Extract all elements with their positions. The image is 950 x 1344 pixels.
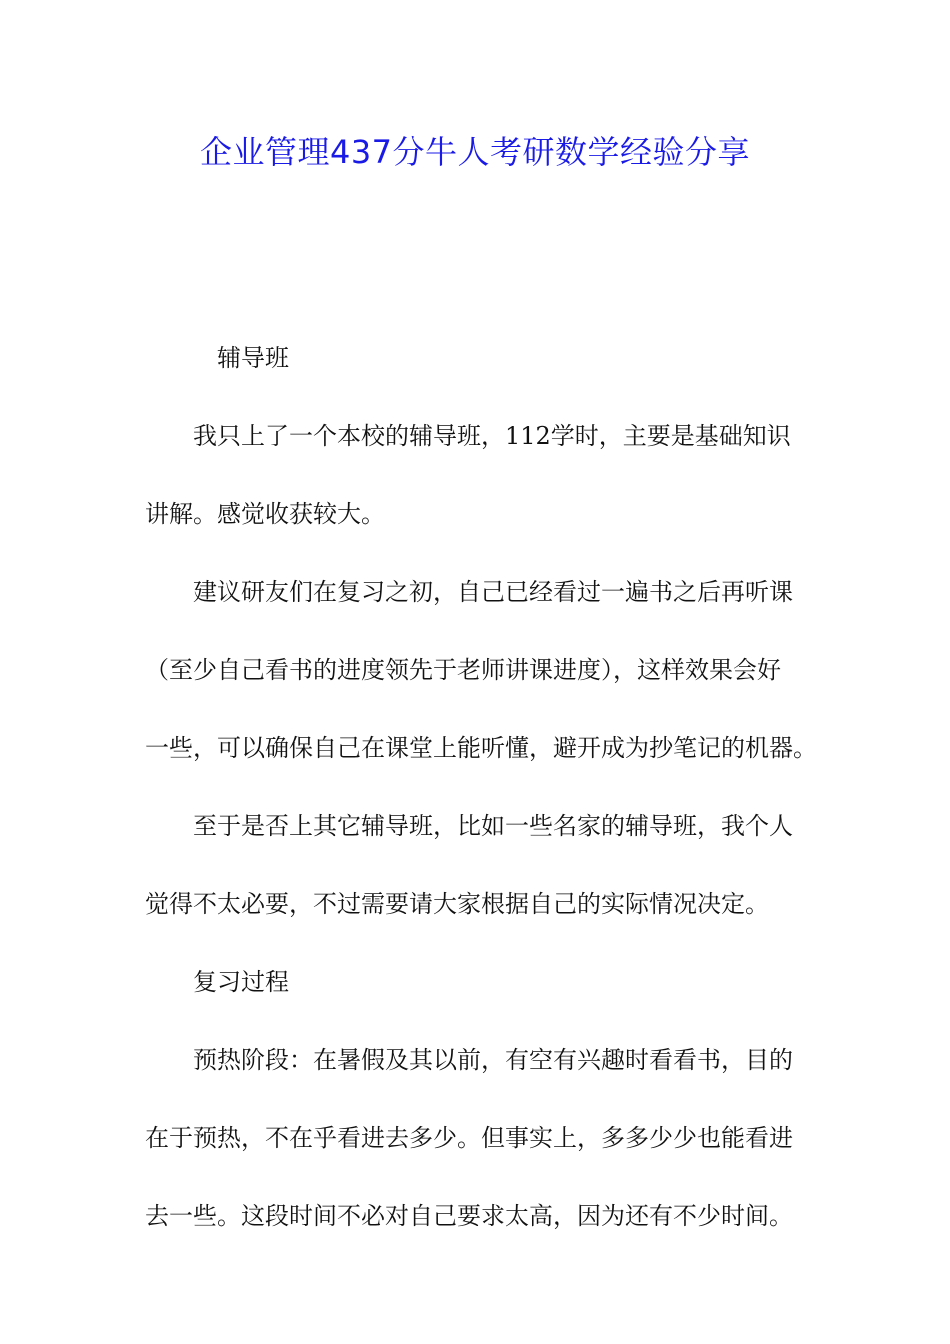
section-heading-tutoring: 辅导班 (217, 344, 289, 372)
paragraph-line: 至于是否上其它辅导班，比如一些名家的辅导班，我个人 (193, 812, 793, 840)
paragraph-line: 觉得不太必要，不过需要请大家根据自己的实际情况决定。 (145, 890, 769, 918)
paragraph-line: 预热阶段：在暑假及其以前，有空有兴趣时看看书，目的 (193, 1046, 793, 1074)
paragraph-line: 去一些。这段时间不必对自己要求太高，因为还有不少时间。 (145, 1202, 793, 1230)
paragraph-line: 讲解。感觉收获较大。 (145, 500, 385, 528)
paragraph-line: 我只上了一个本校的辅导班，112学时，主要是基础知识 (193, 422, 791, 450)
document-title: 企业管理437分牛人考研数学经验分享 (199, 133, 751, 171)
paragraph-line: 建议研友们在复习之初，自己已经看过一遍书之后再听课 (193, 578, 793, 606)
section-heading-review: 复习过程 (193, 968, 289, 996)
paragraph-line: 一些，可以确保自己在课堂上能听懂，避开成为抄笔记的机器。 (145, 734, 817, 762)
paragraph-line: （至少自己看书的进度领先于老师讲课进度），这样效果会好 (145, 656, 781, 684)
document-body (145, 332, 817, 1268)
paragraph-line: 在于预热，不在乎看进去多少。但事实上，多多少少也能看进 (145, 1124, 793, 1152)
